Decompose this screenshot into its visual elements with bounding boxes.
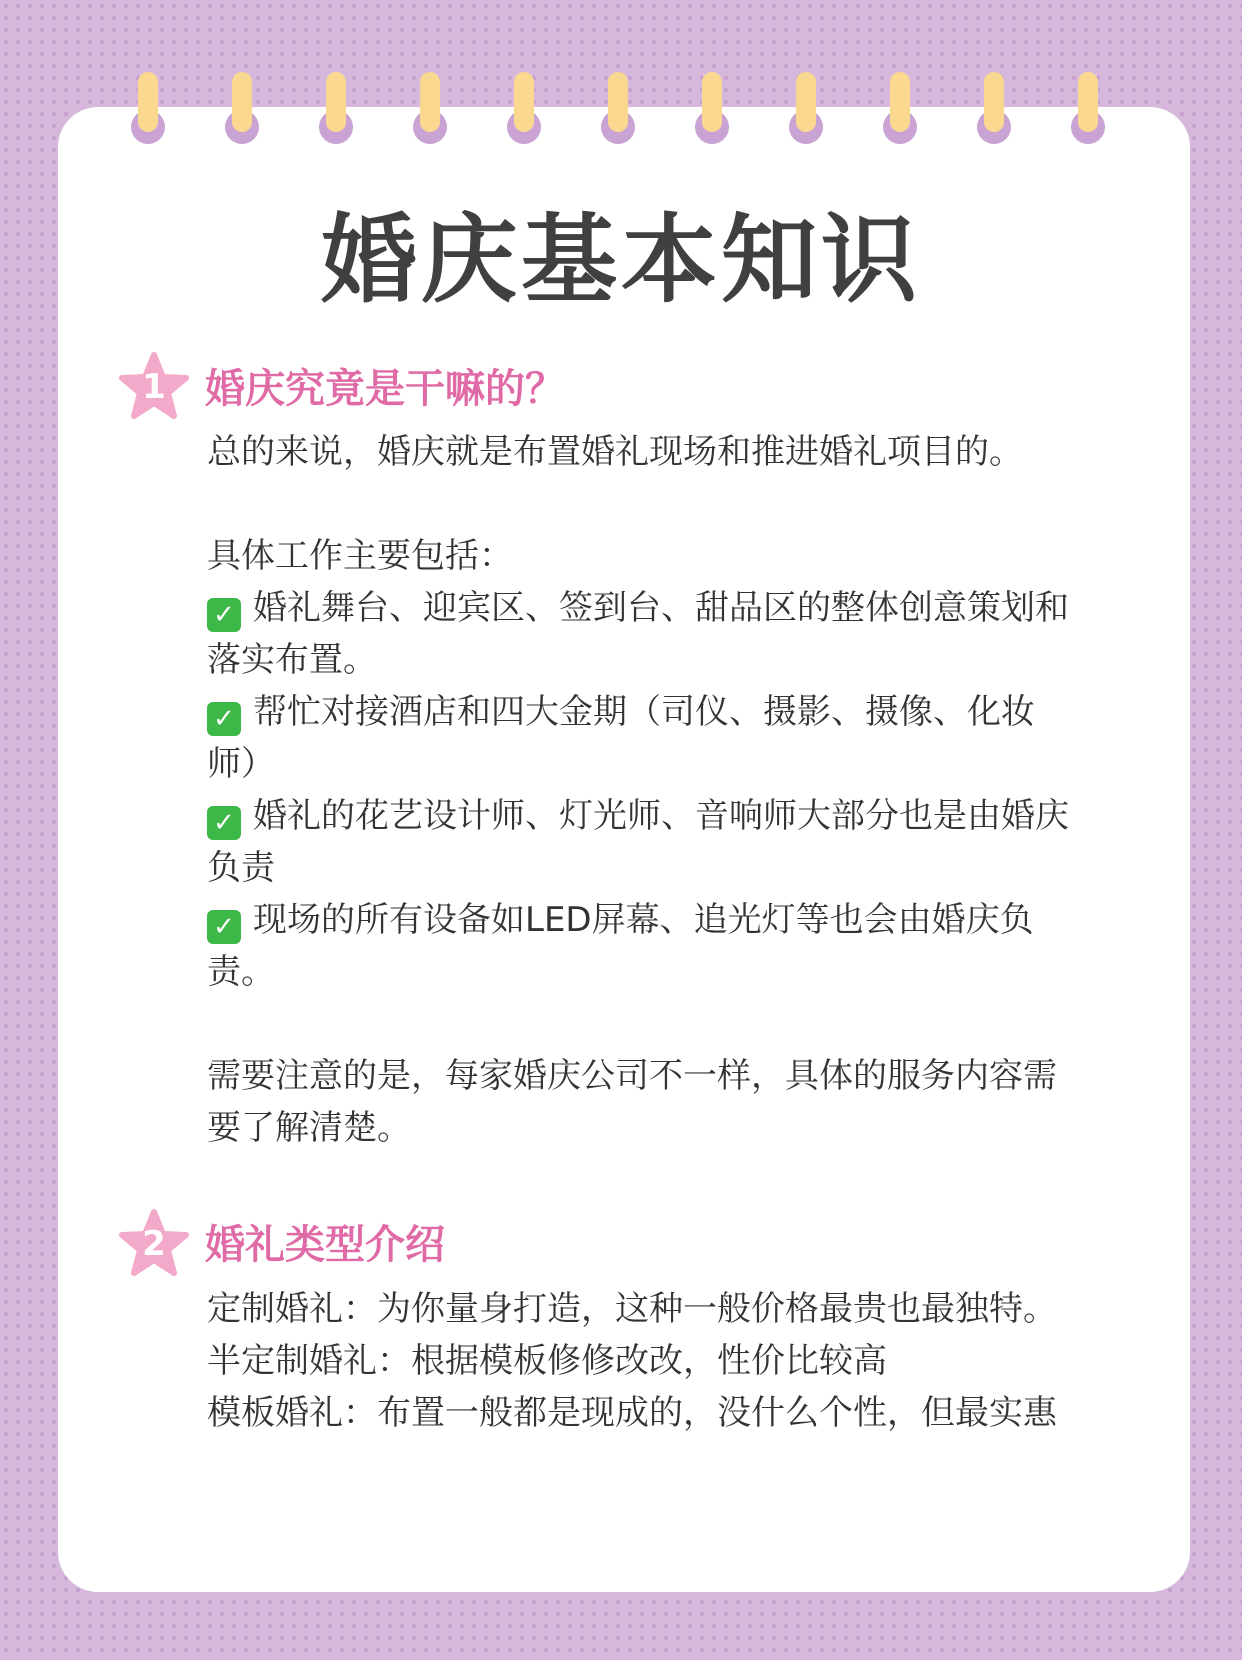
note-text: 需要注意的是，每家婚庆公司不一样，具体的服务内容需 <box>207 1056 1057 1096</box>
note-text-continuation: 要了解清楚。 <box>207 1108 411 1148</box>
binder-ring <box>977 72 1011 144</box>
section-number: 1 <box>142 367 166 407</box>
star-number-badge <box>118 351 190 423</box>
list-item-continuation: 师） <box>207 744 275 784</box>
binder-ring <box>789 72 823 144</box>
section-heading: 婚庆究竟是干嘛的？ <box>205 366 565 412</box>
page-title: 婚庆基本知识 <box>321 204 921 316</box>
check-mark-icon: ✓ <box>207 806 241 840</box>
binder-ring <box>601 72 635 144</box>
section-heading: 婚礼类型介绍 <box>205 1222 445 1268</box>
star-number-badge <box>118 1208 190 1280</box>
list-item: ✓ 婚礼的花艺设计师、灯光师、音响师大部分也是由婚庆 <box>207 790 1157 842</box>
section-body <box>207 426 1157 1154</box>
binder-ring <box>225 72 259 144</box>
binder-ring <box>319 72 353 144</box>
check-mark-icon: ✓ <box>207 702 241 736</box>
list-title: 具体工作主要包括： <box>207 536 513 576</box>
wedding-type-line: 定制婚礼：为你量身打造，这种一般价格最贵也最独特。 <box>207 1289 1057 1329</box>
binder-ring <box>413 72 447 144</box>
check-mark-icon: ✓ <box>207 598 241 632</box>
intro-text: 总的来说，婚庆就是布置婚礼现场和推进婚礼项目的。 <box>207 432 1023 472</box>
binder-ring <box>883 72 917 144</box>
list-item-continuation: 责。 <box>207 952 275 992</box>
binder-ring <box>1071 72 1105 144</box>
list-item: ✓ 婚礼舞台、迎宾区、签到台、甜品区的整体创意策划和 <box>207 582 1157 634</box>
binder-ring <box>131 72 165 144</box>
binder-ring <box>507 72 541 144</box>
section-number: 2 <box>142 1224 166 1264</box>
list-item: ✓ 帮忙对接酒店和四大金期（司仪、摄影、摄像、化妆 <box>207 686 1157 738</box>
check-mark-icon: ✓ <box>207 910 241 944</box>
list-item-continuation: 负责 <box>207 848 275 888</box>
section-body <box>207 1283 1157 1439</box>
binder-ring <box>695 72 729 144</box>
list-item: ✓ 现场的所有设备如LED屏幕、追光灯等也会由婚庆负 <box>207 894 1157 946</box>
wedding-type-line: 半定制婚礼：根据模板修修改改，性价比较高 <box>207 1341 887 1381</box>
list-item-continuation: 落实布置。 <box>207 640 377 680</box>
wedding-type-line: 模板婚礼：布置一般都是现成的，没什么个性，但最实惠 <box>207 1393 1057 1433</box>
